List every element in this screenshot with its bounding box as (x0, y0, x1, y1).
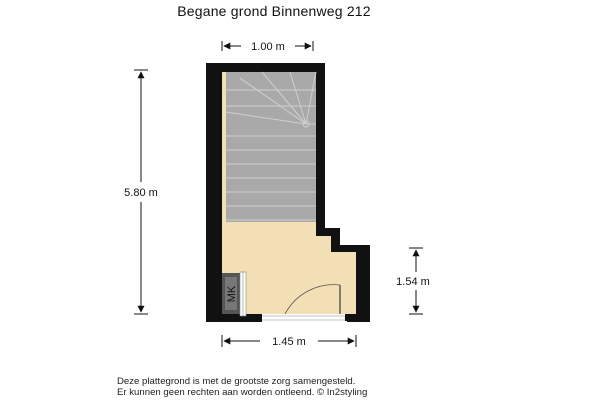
bottom-width-label: 1.45 m (272, 336, 306, 348)
dimension-top-width (222, 41, 313, 53)
meter-cupboard-label: MK (226, 285, 238, 303)
window-left (240, 272, 246, 316)
staircase (226, 72, 316, 222)
right-height-label: 1.54 m (396, 276, 430, 288)
disclaimer-line-2: Er kunnen geen rechten aan worden ontleend. © In2styling (117, 386, 368, 398)
total-height-label: 5.80 m (124, 187, 158, 199)
dimension-bottom-width (222, 335, 356, 348)
meter-cupboard (222, 273, 240, 314)
top-width-label: 1.00 m (251, 41, 285, 53)
disclaimer (117, 377, 367, 398)
floor-plan-title: Begane grond Binnenweg 212 (177, 3, 371, 19)
disclaimer-line-1: Deze plattegrond is met de grootste zorg samengesteld. (117, 376, 356, 387)
dimension-right-height (396, 248, 430, 314)
dimension-total-height (124, 70, 158, 314)
